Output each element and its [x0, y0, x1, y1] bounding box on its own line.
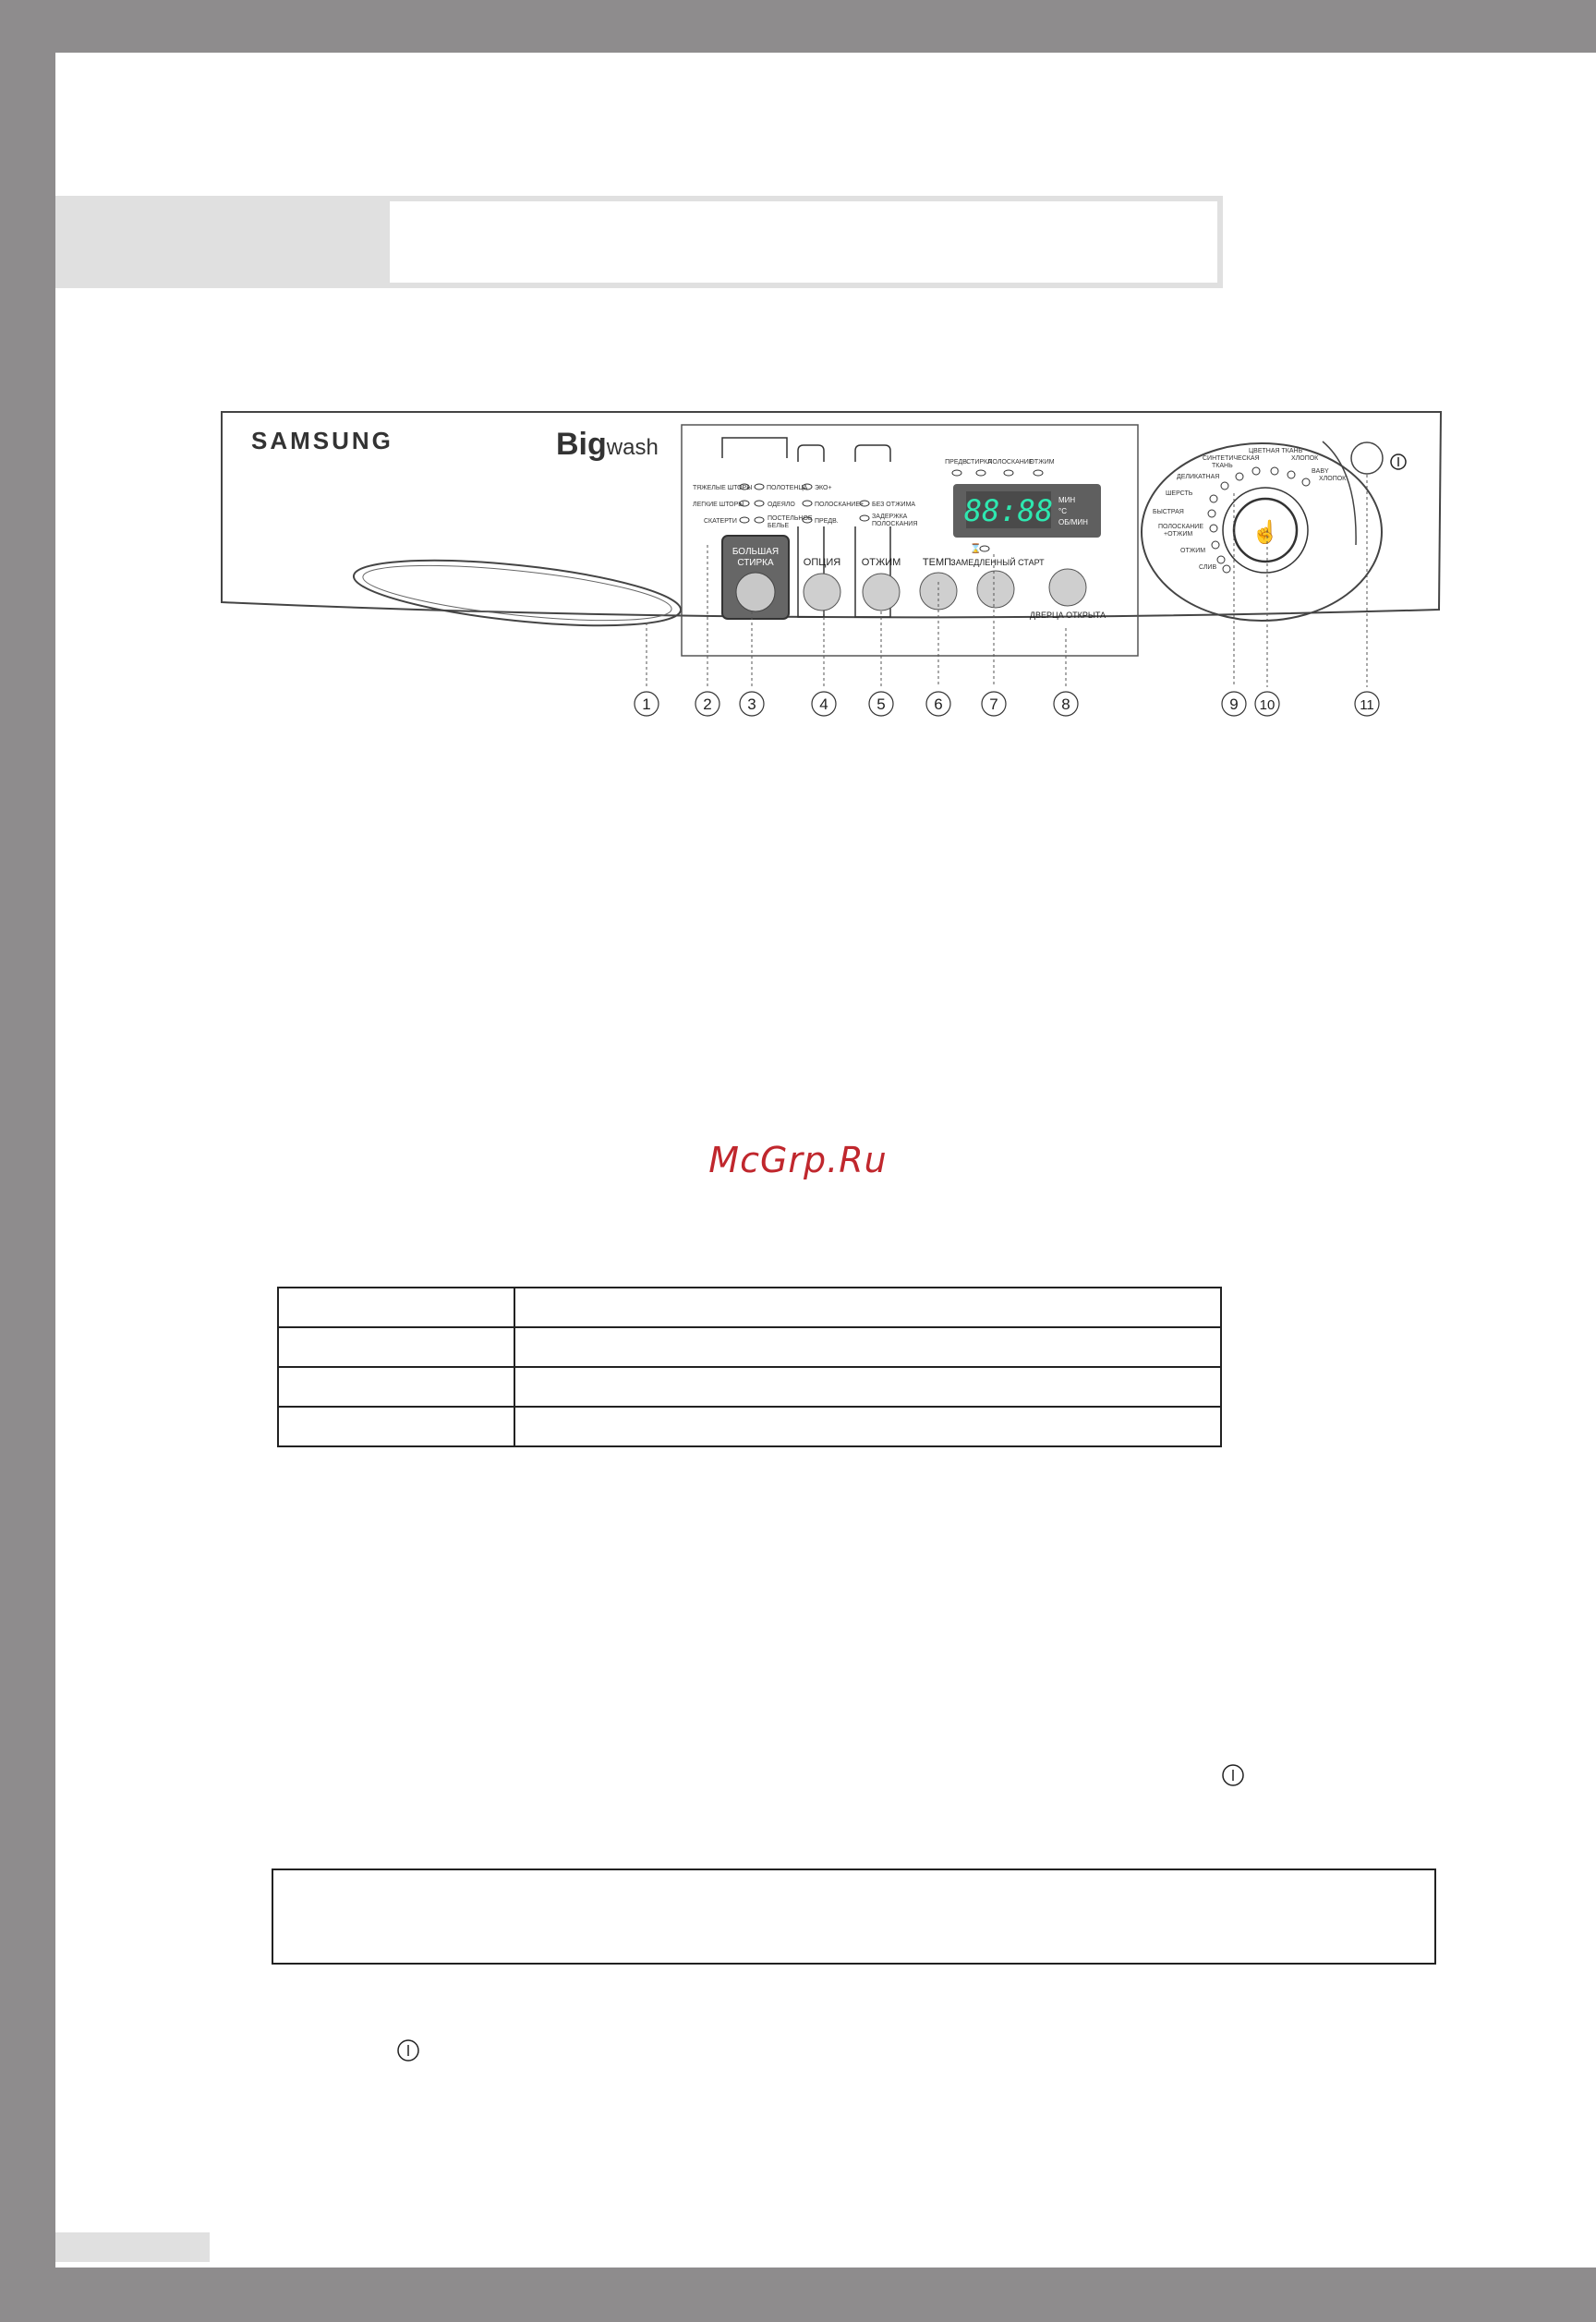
svg-text:ТКАНЬ: ТКАНЬ: [1212, 463, 1233, 469]
svg-text:БОЛЬШАЯ: БОЛЬШАЯ: [732, 547, 780, 557]
svg-text:°C: °C: [1058, 507, 1067, 515]
brand-logo: SAMSUNG: [251, 427, 393, 454]
callout-5: 5: [877, 695, 886, 713]
svg-text:ЗАДЕРЖКА: ЗАДЕРЖКА: [872, 514, 908, 520]
door-open-label: ДВЕРЦА ОТКРЫТА: [1029, 611, 1106, 620]
svg-text:ЦВЕТНАЯ ТКАНЬ: ЦВЕТНАЯ ТКАНЬ: [1249, 448, 1303, 454]
callout-2: 2: [703, 695, 712, 713]
svg-text:СТИРКА: СТИРКА: [737, 558, 774, 568]
model-logo: Bigwash: [556, 427, 659, 462]
spin-label: ОТЖИМ: [861, 557, 901, 568]
callout-7: 7: [989, 695, 998, 713]
svg-text:ЛЕГКИЕ ШТОРЫ: ЛЕГКИЕ ШТОРЫ: [693, 502, 744, 508]
svg-text:БЫСТРАЯ: БЫСТРАЯ: [1153, 509, 1184, 515]
page-number-tab: [55, 2232, 210, 2262]
svg-text:МИН: МИН: [1058, 496, 1076, 504]
dial-touch-icon: ☝: [1251, 520, 1279, 545]
svg-text:ОДЕЯЛО: ОДЕЯЛО: [768, 502, 795, 508]
svg-text:ПОСТЕЛЬНОЕ: ПОСТЕЛЬНОЕ: [768, 515, 813, 522]
svg-text:ДЕЛИКАТНАЯ: ДЕЛИКАТНАЯ: [1177, 474, 1220, 480]
svg-text:ПРЕДВ.: ПРЕДВ.: [815, 518, 839, 525]
callout-9: 9: [1229, 695, 1239, 713]
svg-text:СЛИВ: СЛИВ: [1199, 564, 1217, 571]
callout-8: 8: [1061, 695, 1070, 713]
callout-6: 6: [934, 695, 943, 713]
temp-label: ТЕМП.: [922, 557, 955, 568]
svg-text:СКАТЕРТИ: СКАТЕРТИ: [704, 518, 737, 525]
option-label: ОПЦИЯ: [803, 557, 841, 568]
svg-text:ХЛОПОК: ХЛОПОК: [1319, 476, 1347, 482]
section-tab: [55, 196, 388, 288]
control-panel-diagram: [212, 406, 1450, 730]
option-button[interactable]: [804, 574, 840, 611]
table-row: [278, 1367, 1221, 1407]
table-row: [278, 1327, 1221, 1367]
svg-text:ТЯЖЕЛЫЕ ШТОРЫ: ТЯЖЕЛЫЕ ШТОРЫ: [693, 485, 753, 491]
svg-text:+ОТЖИМ: +ОТЖИМ: [1164, 531, 1193, 538]
svg-text:ПОЛОСКАНИЕ+: ПОЛОСКАНИЕ+: [815, 502, 864, 508]
svg-text:СТИРКА: СТИРКА: [966, 459, 992, 466]
spin-button[interactable]: [863, 574, 900, 611]
svg-text:ПОЛОСКАНИЕ: ПОЛОСКАНИЕ: [1158, 524, 1203, 530]
delay-icon: ⌛: [970, 544, 982, 554]
table-row: [278, 1407, 1221, 1446]
table-row: [278, 1288, 1221, 1327]
svg-text:ПРЕДВ.: ПРЕДВ.: [945, 459, 969, 466]
svg-text:ХЛОПОК: ХЛОПОК: [1291, 455, 1319, 462]
svg-text:ПОЛОСКАНИЕ: ПОЛОСКАНИЕ: [987, 459, 1034, 466]
callout-10: 10: [1259, 697, 1276, 713]
watermark: McGrp.Ru: [708, 1140, 888, 1180]
power-symbol-icon: [396, 2038, 420, 2062]
svg-text:BABY: BABY: [1312, 468, 1329, 475]
delay-start-label: ЗАМЕДЛЕННЫЙ СТАРТ: [950, 558, 1045, 567]
svg-text:ПОЛОСКАНИЯ: ПОЛОСКАНИЯ: [872, 521, 918, 527]
svg-text:ПОЛОТЕНЦА: ПОЛОТЕНЦА: [767, 485, 808, 491]
detergent-drawer[interactable]: [351, 549, 683, 638]
svg-text:СИНТЕТИЧЕСКАЯ: СИНТЕТИЧЕСКАЯ: [1203, 455, 1260, 462]
callout-3: 3: [747, 695, 756, 713]
svg-text:ОТЖИМ: ОТЖИМ: [1029, 459, 1055, 466]
callout-11: 11: [1360, 697, 1374, 713]
svg-text:ОТЖИМ: ОТЖИМ: [1180, 548, 1206, 554]
power-symbol-icon: [1221, 1763, 1245, 1787]
callout-1: 1: [642, 695, 651, 713]
door-open-button[interactable]: [1049, 569, 1086, 606]
spec-table: [277, 1287, 1222, 1447]
display-digits: 88:88: [963, 493, 1054, 528]
svg-text:БЕЛЬЕ: БЕЛЬЕ: [768, 523, 790, 529]
svg-text:ОБ/МИН: ОБ/МИН: [1058, 518, 1088, 526]
svg-text:ЭКО+: ЭКО+: [815, 485, 832, 491]
callout-4: 4: [819, 695, 828, 713]
section-title-bar: [384, 196, 1223, 288]
note-box: [272, 1868, 1436, 1965]
svg-text:ШЕРСТЬ: ШЕРСТЬ: [1166, 490, 1193, 497]
svg-text:БЕЗ ОТЖИМА: БЕЗ ОТЖИМА: [872, 502, 916, 508]
delay-start-button[interactable]: [977, 571, 1014, 608]
big-wash-button[interactable]: [736, 573, 775, 611]
power-button[interactable]: [1351, 442, 1383, 474]
